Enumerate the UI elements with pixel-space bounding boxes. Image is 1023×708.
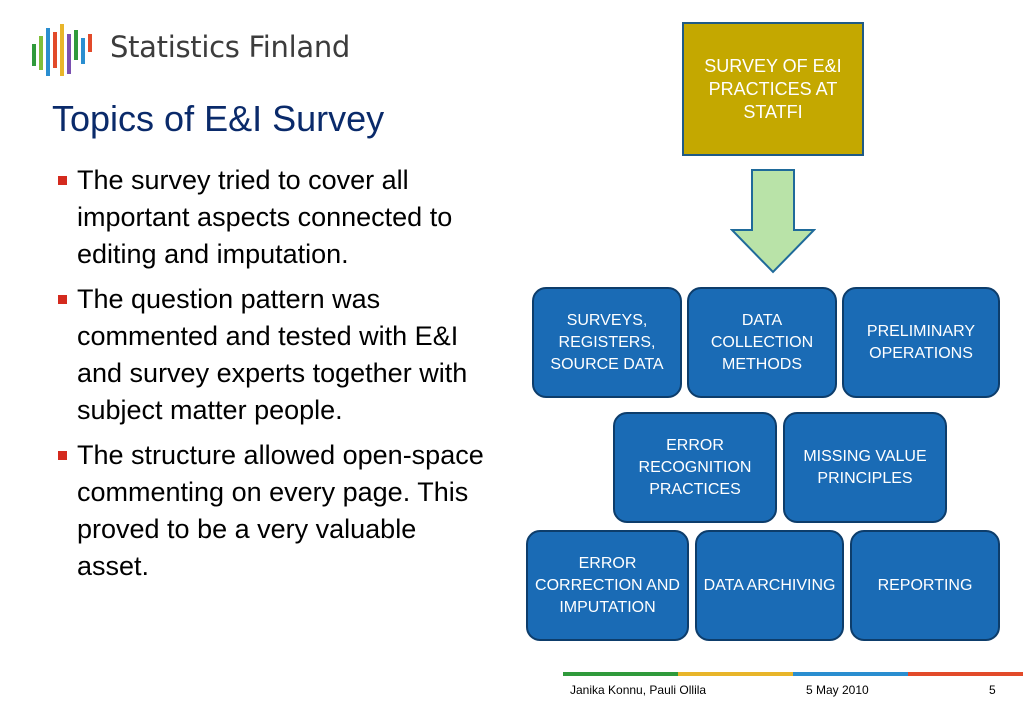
logo-stripes-icon	[30, 22, 106, 82]
node-data-archiving: DATA ARCHIVING	[695, 530, 844, 641]
bullet-item	[58, 162, 488, 273]
slide-title: Topics of E&I Survey	[52, 98, 385, 139]
footer-bar-segment	[908, 672, 1023, 676]
footer-bar-segment	[678, 672, 793, 676]
page-number: 5	[989, 683, 996, 697]
footer-authors: Janika Konnu, Pauli Ollila	[570, 683, 707, 697]
node-reporting: REPORTING	[850, 530, 1000, 641]
node-data-collection: DATA COLLECTION METHODS	[687, 287, 837, 398]
bullet-marker-icon	[58, 176, 67, 185]
node-error-recognition: ERROR RECOGNITION PRACTICES	[613, 412, 777, 523]
down-arrow-icon	[730, 168, 816, 274]
bullet-marker-icon	[58, 451, 67, 460]
node-error-correction: ERROR CORRECTION AND IMPUTATION	[526, 530, 689, 641]
bullet-item	[58, 437, 488, 585]
node-surveys-registers: SURVEYS, REGISTERS, SOURCE DATA	[532, 287, 682, 398]
node-missing-value: MISSING VALUE PRINCIPLES	[783, 412, 947, 523]
bullet-text: The question pattern was commented and tested with E&I and survey experts together with subject matter people.	[77, 284, 468, 425]
bullet-item	[58, 281, 488, 429]
bullet-marker-icon	[58, 295, 67, 304]
footer-bar-segment	[563, 672, 678, 676]
bullet-text: The survey tried to cover all important aspects connected to editing and imputation.	[77, 165, 453, 269]
survey-box: SURVEY OF E&I PRACTICES AT STATFI	[682, 22, 864, 156]
statistics-finland-logo	[30, 22, 360, 82]
node-preliminary-operations: PRELIMINARY OPERATIONS	[842, 287, 1000, 398]
logo-text: Statistics Finland	[110, 30, 351, 64]
bullet-list	[58, 162, 488, 593]
bullet-text: The structure allowed open-space commenting on every page. This proved to be a very valuable asset.	[77, 440, 484, 581]
footer-bar-segment	[793, 672, 908, 676]
footer-date: 5 May 2010	[806, 683, 869, 697]
footer-color-bar	[563, 672, 1023, 676]
